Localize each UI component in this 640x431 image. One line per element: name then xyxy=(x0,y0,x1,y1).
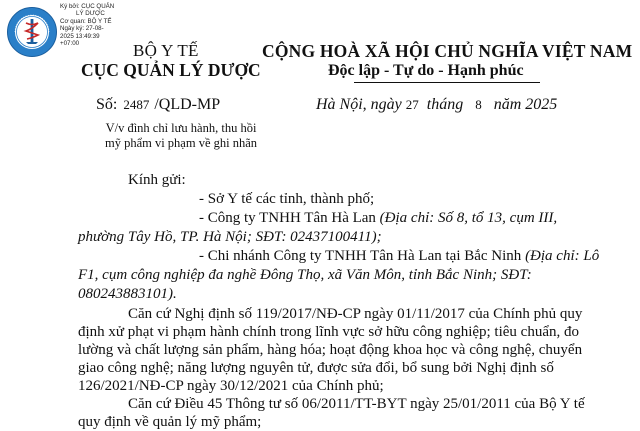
paragraph-1-line: giao công nghệ; năng lượng nguyên tử, được sửa đổi, bổ sung bởi Nghị định số xyxy=(78,360,554,377)
date-day: 27 xyxy=(406,97,419,112)
date-month-label: tháng xyxy=(427,96,463,113)
signature-line: 2025 13:49:39 xyxy=(60,33,114,40)
document-number-suffix: /QLD-MP xyxy=(154,96,220,113)
document-subject xyxy=(84,121,278,151)
digital-signature-info xyxy=(60,3,114,47)
national-motto: Độc lập - Tự do - Hạnh phúc xyxy=(328,62,524,80)
document-number-label: Số: xyxy=(96,96,117,113)
document-date xyxy=(316,96,557,114)
document-number-value: 2487 xyxy=(123,97,149,112)
paragraph-2-line: quy định về quản lý mỹ phẩm; xyxy=(78,414,261,431)
ministry-emblem-icon xyxy=(6,6,58,58)
recipient-3-address-end: 080243883101). xyxy=(78,286,177,303)
recipient-2-address: (Địa chỉ: Số 8, tổ 13, cụm III, xyxy=(376,210,557,226)
subject-line: V/v đình chỉ lưu hành, thu hồi xyxy=(84,121,278,136)
paragraph-1-line: 126/2021/NĐ-CP ngày 30/12/2021 của Chính phủ; xyxy=(78,378,384,395)
recipient-2-name: - Công ty TNHH Tân Hà Lan xyxy=(199,210,376,226)
signature-line: +07:00 xyxy=(60,40,114,47)
recipient-1: - Sở Y tế các tỉnh, thành phố; xyxy=(199,191,374,208)
ministry-name: BỘ Y TẾ xyxy=(133,41,199,61)
recipient-3-address-cont: F1, cụm công nghiệp đa nghề Đông Thọ, xã Văn Môn, tỉnh Bắc Ninh; SĐT: xyxy=(78,267,532,284)
document-number xyxy=(96,96,220,114)
signature-line: Ngày ký: 27-08- xyxy=(60,25,114,32)
signature-line: Ký bởi: CỤC QUẢN xyxy=(60,3,114,10)
signature-line: LÝ DƯỢC xyxy=(60,10,114,17)
recipient-3-address: (Địa chỉ: Lô xyxy=(521,248,599,264)
recipient-2 xyxy=(199,210,557,227)
paragraph-2-line: Căn cứ Điều 45 Thông tư số 06/2011/TT-BYT ngày 25/01/2011 của Bộ Y tế xyxy=(128,396,585,413)
signature-line: Cơ quan: BỘ Y TẾ xyxy=(60,18,114,25)
date-month: 8 xyxy=(475,97,482,112)
paragraph-1-line: lường và chất lượng sản phẩm, hàng hóa; hoạt động khoa học và công nghệ, chuyển xyxy=(78,342,582,359)
recipient-3-name: - Chi nhánh Công ty TNHH Tân Hà Lan tại Bắc Ninh xyxy=(199,248,521,264)
recipient-2-address-cont: phường Tây Hồ, TP. Hà Nội; SĐT: 02437100411); xyxy=(78,229,382,246)
country-name: CỘNG HOÀ XÃ HỘI CHỦ NGHĨA VIỆT NAM xyxy=(262,41,632,62)
recipient-3 xyxy=(199,248,599,265)
motto-underline xyxy=(354,82,540,83)
greeting: Kính gửi: xyxy=(128,172,186,189)
date-prefix: Hà Nội, ngày xyxy=(316,96,402,113)
paragraph-1-line: Căn cứ Nghị định số 119/2017/NĐ-CP ngày 01/11/2017 của Chính phủ quy xyxy=(128,306,582,323)
department-name: CỤC QUẢN LÝ DƯỢC xyxy=(81,60,261,81)
date-year: năm 2025 xyxy=(494,96,558,113)
paragraph-1-line: định xử phạt vi phạm hành chính trong lĩnh vực sở hữu công nghiệp; tiêu chuẩn, đo xyxy=(78,324,579,341)
subject-line: mỹ phẩm vi phạm về ghi nhãn xyxy=(84,136,278,151)
